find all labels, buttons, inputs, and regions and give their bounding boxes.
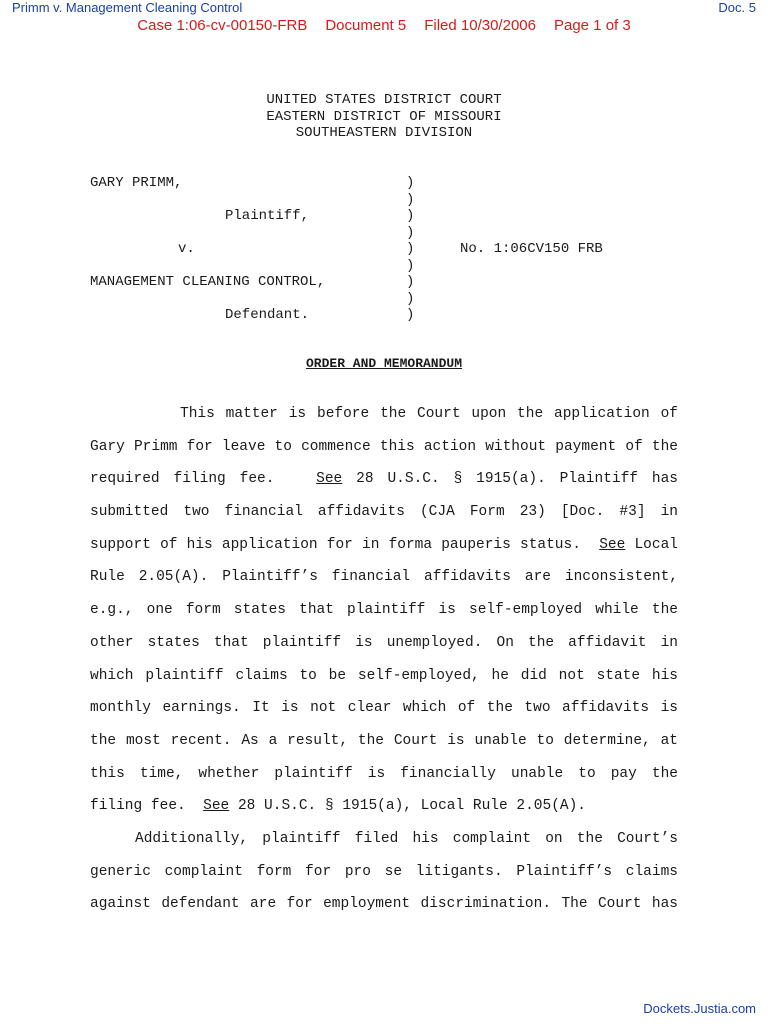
defendant-role: Defendant. — [225, 307, 310, 323]
case-caption — [0, 175, 768, 325]
court-line-3: SOUTHEASTERN DIVISION — [295, 125, 473, 141]
body-line: generic complaint form for pro se litigants. Plaintiff’s claims — [90, 863, 678, 880]
paren: ) — [406, 208, 415, 224]
body-line: the most recent. As a result, the Court is unable to determine, at — [90, 732, 678, 749]
body-line: Gary Primm for leave to commence this action without payment of the — [90, 438, 678, 455]
paren: ) — [406, 290, 415, 307]
court-line-1: UNITED STATES DISTRICT COURT — [266, 92, 502, 108]
body-line: Rule 2.05(A). Plaintiff’s financial affidavits are inconsistent, — [90, 569, 678, 586]
paren: ) — [406, 224, 415, 241]
see-citation: See — [599, 536, 626, 553]
caption-parentheses — [406, 175, 414, 324]
body-line: which plaintiff claims to be self-employed, he did not state his — [90, 667, 678, 684]
body-line: e.g., one form states that plaintiff is self-employed while the — [90, 602, 678, 619]
case-header — [0, 17, 768, 34]
case-number-caption: No. 1:06CV150 FRB — [460, 241, 603, 257]
court-heading — [0, 92, 768, 142]
body-line: required filing fee. See 28 U.S.C. § 1915(a). Plaintiff has — [90, 471, 678, 488]
document-number: Document 5 — [325, 17, 407, 34]
see-citation: See — [316, 471, 343, 488]
body-line: against defendant are for employment discrimination. The Court has — [90, 896, 678, 913]
body-line: submitted two financial affidavits (CJA Form 23) [Doc. #3] in — [90, 504, 678, 521]
filed-date: Filed 10/30/2006 — [424, 17, 536, 34]
document-body — [90, 403, 678, 926]
document-title: ORDER AND MEMORANDUM — [305, 356, 463, 371]
paren: ) — [406, 307, 415, 323]
paren: ) — [406, 241, 415, 257]
plaintiff-role: Plaintiff, — [225, 208, 310, 224]
case-number: Case 1:06-cv-00150-FRB — [137, 17, 308, 34]
body-line: this time, whether plaintiff is financially unable to pay the — [90, 765, 678, 782]
paren: ) — [406, 274, 415, 290]
defendant-name: MANAGEMENT CLEANING CONTROL, — [90, 274, 326, 290]
versus: v. — [178, 241, 195, 257]
court-line-2: EASTERN DISTRICT OF MISSOURI — [266, 108, 502, 125]
plaintiff-name: GARY PRIMM, — [90, 175, 183, 191]
justia-link[interactable]: Dockets.Justia.com — [643, 1001, 756, 1016]
doc-number-link[interactable]: Doc. 5 — [718, 0, 756, 15]
paren: ) — [406, 191, 415, 208]
paren: ) — [406, 257, 415, 274]
body-line: other states that plaintiff is unemployed. On the affidavit in — [90, 634, 678, 651]
body-line: Additionally, plaintiff filed his complaint on the Court’s — [135, 830, 678, 847]
see-citation: See — [203, 798, 230, 815]
body-line: monthly earnings. It is not clear which of the two affidavits is — [90, 700, 678, 717]
body-line: filing fee. See 28 U.S.C. § 1915(a), Local Rule 2.05(A). — [90, 798, 586, 815]
body-line: support of his application for in forma pauperis status. See Local — [90, 536, 678, 553]
paren: ) — [406, 175, 415, 191]
body-line: This matter is before the Court upon the application of — [180, 406, 678, 422]
document-title-link[interactable]: Primm v. Management Cleaning Control — [12, 0, 243, 15]
page-indicator: Page 1 of 3 — [553, 17, 631, 34]
